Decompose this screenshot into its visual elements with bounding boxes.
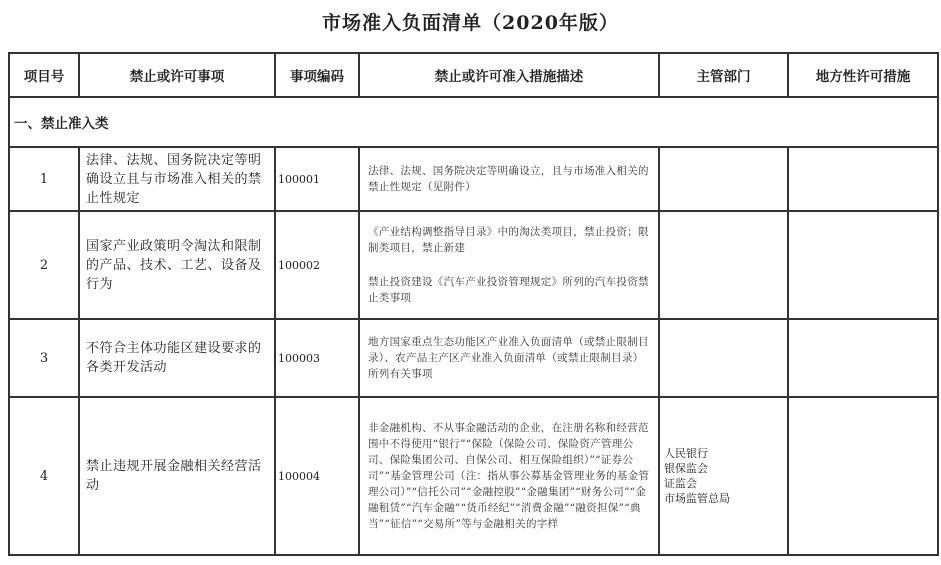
cell-code: 100002 bbox=[275, 211, 359, 319]
cell-no: 3 bbox=[9, 319, 79, 397]
table-row bbox=[9, 397, 938, 555]
cell-description bbox=[359, 397, 659, 555]
cell-no: 1 bbox=[9, 147, 79, 211]
table-row bbox=[9, 319, 938, 397]
header-item: 禁止或许可事项 bbox=[79, 53, 275, 97]
cell-no: 2 bbox=[9, 211, 79, 319]
cell-item: 国家产业政策明令淘汰和限制的产品、技术、工艺、设备及行为 bbox=[79, 211, 275, 319]
cell-description bbox=[359, 147, 659, 211]
description-paragraph: 禁止投资建设《汽车产业投资管理规定》所列的汽车投资禁止类事项 bbox=[368, 276, 649, 304]
header-item-no: 项目号 bbox=[9, 53, 79, 97]
header-code: 事项编码 bbox=[275, 53, 359, 97]
cell-local-measures bbox=[788, 147, 938, 211]
cell-code: 100004 bbox=[275, 397, 359, 555]
cell-department bbox=[659, 397, 788, 555]
department-name: 市场监管总局 bbox=[664, 492, 730, 505]
description-paragraph: 《产业结构调整指导目录》中的淘汰类项目，禁止投资；限制类项目，禁止新建 bbox=[368, 226, 649, 254]
cell-department bbox=[659, 211, 788, 319]
category-row bbox=[9, 97, 938, 147]
description-paragraph: 法律、法规、国务院决定等明确设立，且与市场准入相关的禁止性规定（见附件） bbox=[368, 165, 649, 193]
cell-department bbox=[659, 319, 788, 397]
description-paragraph: 非金融机构、不从事金融活动的企业，在注册名称和经营范围中不得使用“银行”“保险（保险公司、保险资产管理公司、保险集团公司、自保公司、相互保险组织）”“证券公司”“基金管理公司（注：指从事公募基金管理业务的基金管理公司）”“信托公司”“金融控股”“金融集团”“财务公司”“金融租赁”“汽车金融”“货币经纪”“消费金融”“融资担保”“典当”“征信”“交易所”等与金融相关的字样 bbox=[368, 422, 650, 530]
category-label: 一、禁止准入类 bbox=[9, 97, 938, 147]
cell-description bbox=[359, 211, 659, 319]
header-department: 主管部门 bbox=[659, 53, 788, 97]
cell-local-measures bbox=[788, 319, 938, 397]
table-header-row bbox=[9, 53, 938, 97]
cell-code: 100003 bbox=[275, 319, 359, 397]
cell-code: 100001 bbox=[275, 147, 359, 211]
cell-item: 不符合主体功能区建设要求的各类开发活动 bbox=[79, 319, 275, 397]
cell-description bbox=[359, 319, 659, 397]
cell-item: 禁止违规开展金融相关经营活动 bbox=[79, 397, 275, 555]
department-name: 人民银行 bbox=[664, 447, 708, 460]
page-title: 市场准入负面清单（2020年版） bbox=[322, 12, 619, 34]
header-local-measures: 地方性许可措施 bbox=[788, 53, 938, 97]
header-description: 禁止或许可准入措施描述 bbox=[359, 53, 659, 97]
cell-no: 4 bbox=[9, 397, 79, 555]
table-row bbox=[9, 211, 938, 319]
cell-local-measures bbox=[788, 397, 938, 555]
table-row bbox=[9, 147, 938, 211]
negative-list-table bbox=[8, 52, 939, 556]
department-name: 银保监会 bbox=[664, 462, 708, 475]
department-name: 证监会 bbox=[664, 477, 697, 490]
cell-local-measures bbox=[788, 211, 938, 319]
cell-department bbox=[659, 147, 788, 211]
cell-item: 法律、法规、国务院决定等明确设立且与市场准入相关的禁止性规定 bbox=[79, 147, 275, 211]
description-paragraph: 地方国家重点生态功能区产业准入负面清单（或禁止限制目录）、农产品主产区产业准入负面清单（或禁止限制目录）所列有关事项 bbox=[368, 336, 649, 380]
